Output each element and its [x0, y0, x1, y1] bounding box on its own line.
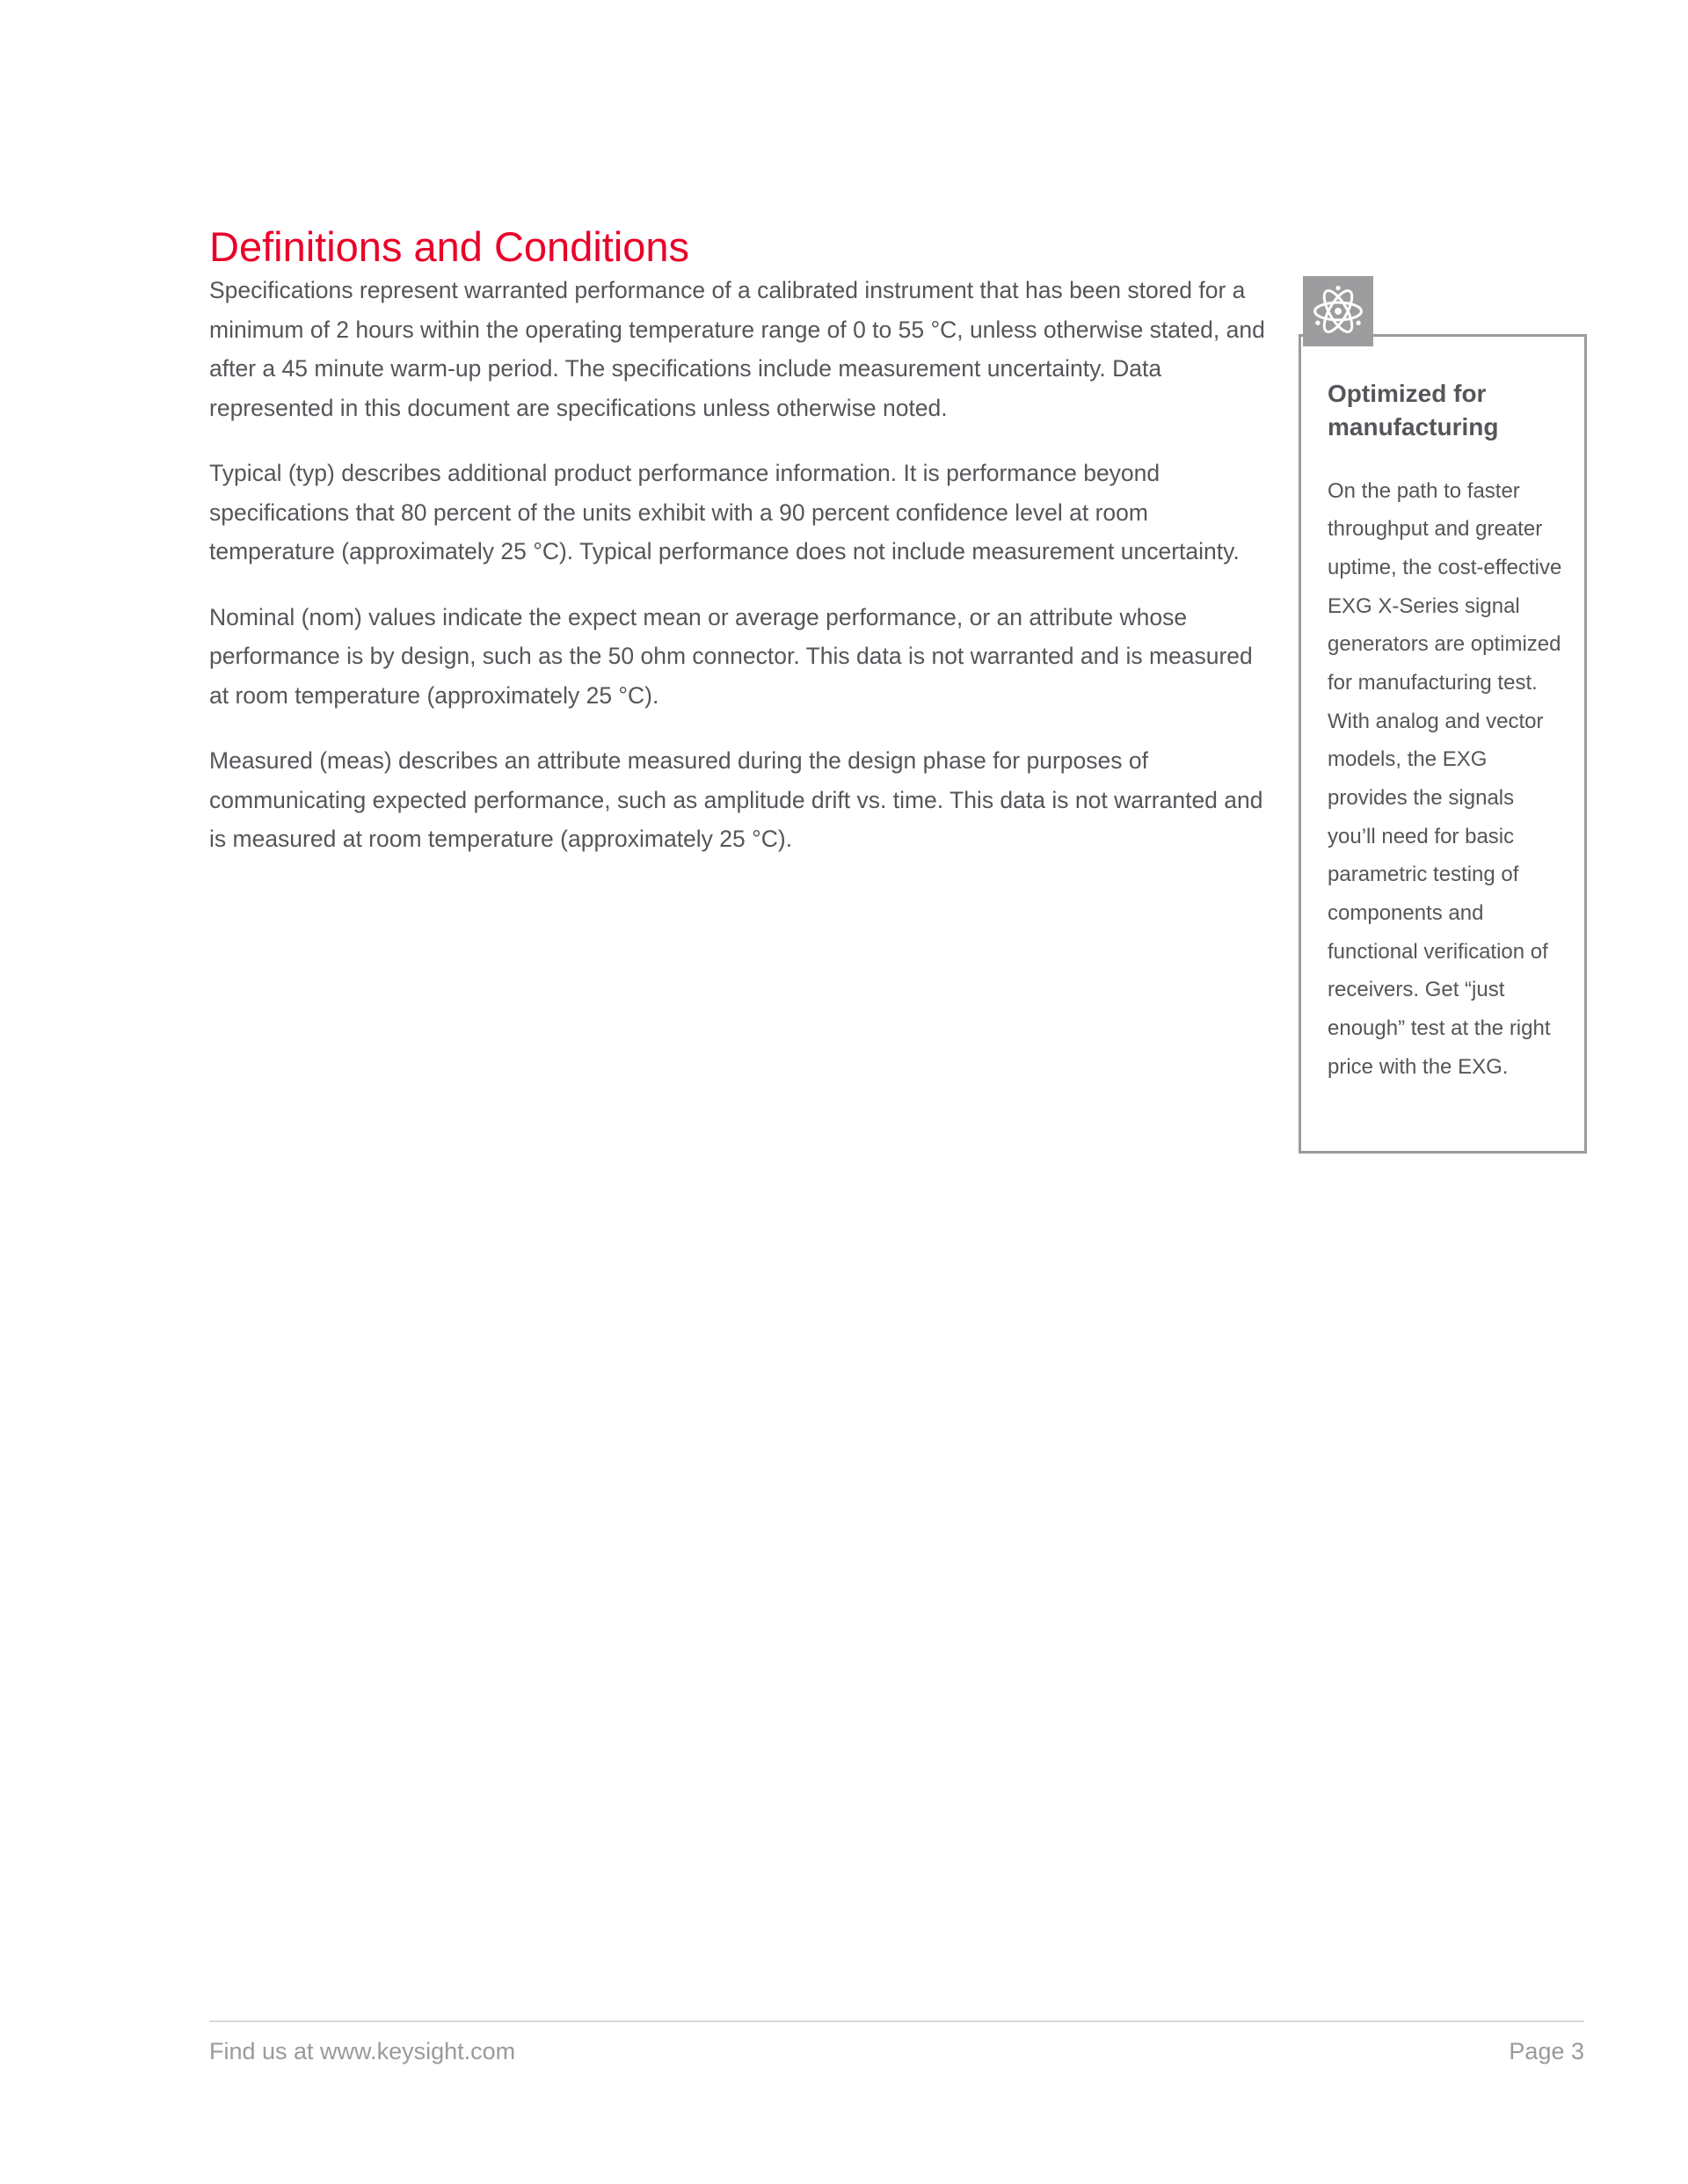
footer-divider — [209, 2020, 1584, 2022]
sidebar-body-text: On the path to faster throughput and greater uptime, the cost-effective EXG X-Series signal generators are optimized for manufacturing test. With analog and vector models, the EXG provides the signals you’ll need for basic parametric testing of components and functional verification of receivers. Get “just enough” test at the right price with the EXG. — [1328, 478, 1562, 1079]
page-title: Definitions and Conditions — [209, 223, 690, 271]
sidebar-title: Optimized for manufacturing — [1328, 380, 1499, 440]
sidebar-callout-box — [1299, 334, 1587, 1154]
paragraph-typical: Typical (typ) describes additional product performance information. It is performance beyond specifications that 80 percent of the units exhibit with a 90 percent confidence level at room temperature (approximately 25 °C). Typical performance does not include measurement uncertainty. — [209, 460, 1240, 565]
paragraph-specifications: Specifications represent warranted performance of a calibrated instrument that has been stored for a minimum of 2 hours within the operating temperature range of 0 to 55 °C, unless otherwise stated, and after a 45 minute warm-up period. The specifications include measurement uncertainty. Data represented in this document are specifications unless otherwise noted. — [209, 277, 1265, 421]
paragraph-nominal: Nominal (nom) values indicate the expect mean or average performance, or an attribute whose performance is by design, such as the 50 ohm connector. This data is not warranted and is measured at room temperature (approximately 25 °C). — [209, 603, 1253, 709]
footer-website-text: Find us at www.keysight.com — [209, 2038, 516, 2064]
footer-page-number: Page 3 — [1509, 2038, 1584, 2064]
paragraph-measured: Measured (meas) describes an attribute measured during the design phase for purposes of communicating expected performance, such as amplitude drift vs. time. This data is not warranted and is measured at room temperature (approximately 25 °C). — [209, 747, 1263, 853]
body-text-column — [209, 271, 1277, 885]
